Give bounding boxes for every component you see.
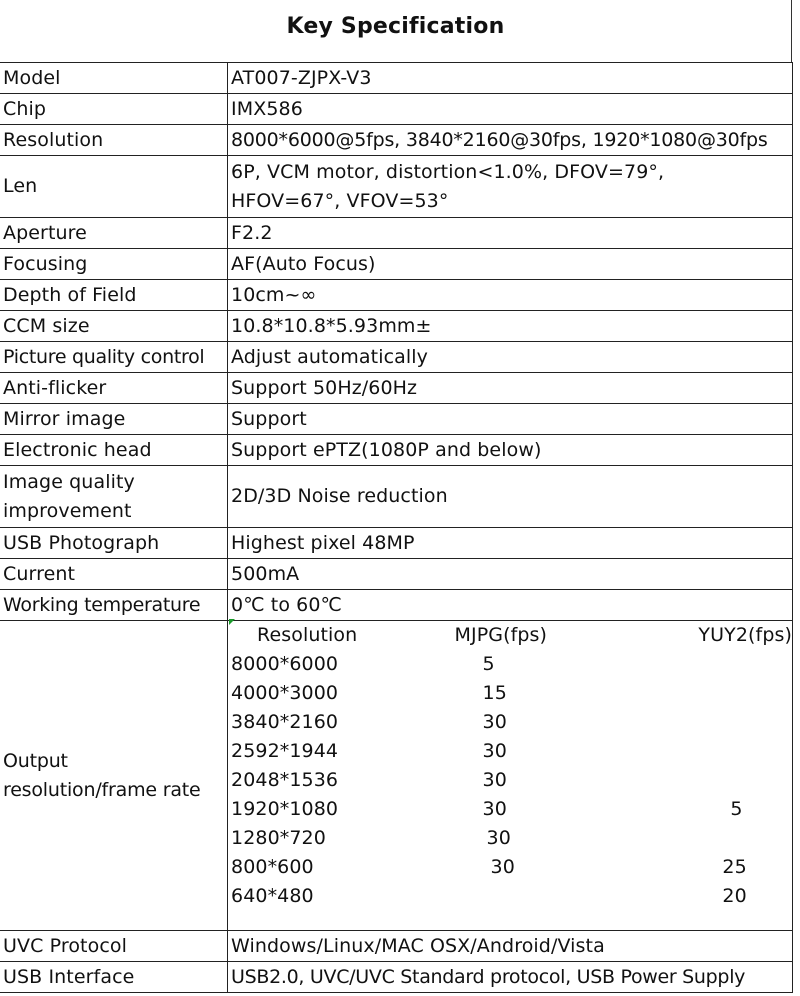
mjpg-cell: 30 [482,711,507,733]
spec-value: 10.8*10.8*5.93mm± [228,311,793,342]
spec-key: Working temperature [0,590,228,621]
spec-value: AT007-ZJPX-V3 [228,63,793,94]
table-row [0,373,793,404]
spec-value: Adjust automatically [228,342,793,373]
yuy2-cell: 5 [730,798,743,820]
spec-key: Mirror image [0,404,228,435]
table-row [0,125,793,156]
resolution-cell: 640*480 [231,885,314,907]
spec-value: IMX586 [228,94,793,125]
frame-rate-row [231,824,792,853]
column-header-yuy2: YUY2(fps) [698,624,792,646]
spec-key: Electronic head [0,435,228,466]
spec-value [228,156,793,218]
frame-rate-row [231,853,792,882]
mjpg-cell: 15 [482,682,507,704]
spec-value: USB2.0, UVC/UVC Standard protocol, USB Power Supply [228,962,793,993]
spec-value: Windows/Linux/MAC OSX/Android/Vista [228,931,793,962]
table-row [0,435,793,466]
spec-key [0,466,228,528]
resolution-cell: 2048*1536 [231,769,339,791]
mjpg-cell: 5 [482,653,495,675]
spec-value: Highest pixel 48MP [228,528,793,559]
yuy2-cell: 25 [722,856,747,878]
spec-key: Aperture [0,218,228,249]
table-row [0,218,793,249]
spec-value: AF(Auto Focus) [228,249,793,280]
table-row [0,621,793,931]
spec-key [0,621,228,931]
frame-rate-cell [228,621,793,931]
frame-rate-row [231,882,792,911]
spec-key: Depth of Field [0,280,228,311]
yuy2-cell [698,708,792,737]
table-row [0,931,793,962]
yuy2-cell: 20 [722,885,747,907]
mjpg-cell: 30 [490,856,515,878]
resolution-cell: 2592*1944 [231,740,339,762]
frame-rate-row [231,737,792,766]
resolution-cell: 3840*2160 [231,711,339,733]
table-row [0,466,793,528]
spec-key: Current [0,559,228,590]
spec-key-line: Output [3,749,68,772]
resolution-cell: 1920*1080 [231,798,339,820]
spec-value: Support [228,404,793,435]
mjpg-cell: 30 [482,769,507,791]
title-cell [0,0,792,62]
mjpg-cell: 30 [486,827,511,849]
column-header-mjpg: MJPG(fps) [454,624,548,646]
spec-value: 8000*6000@5fps, 3840*2160@30fps, 1920*1080@30fps [228,125,793,156]
table-row [0,404,793,435]
mjpg-cell: 30 [482,798,507,820]
table-row [0,249,793,280]
frame-rate-header [231,621,792,650]
spec-key: UVC Protocol [0,931,228,962]
spec-value: 500mA [228,559,793,590]
yuy2-cell [698,737,792,766]
spec-value-line: HFOV=67°, VFOV=53° [231,189,449,212]
cell-comment-marker [229,619,235,625]
spec-key: Resolution [0,125,228,156]
table-row [0,528,793,559]
spec-value: Support ePTZ(1080P and below) [228,435,793,466]
resolution-cell: 4000*3000 [231,682,339,704]
table-row [0,63,793,94]
mjpg-cell: 30 [482,740,507,762]
frame-rate-row [231,650,792,679]
frame-rate-row [231,795,792,824]
yuy2-cell [698,824,792,853]
resolution-cell: 1280*720 [231,827,326,849]
yuy2-cell [698,679,792,708]
frame-rate-row [231,766,792,795]
frame-rate-row [231,679,792,708]
yuy2-cell [698,766,792,795]
table-row [0,962,793,993]
spec-key: Anti-flicker [0,373,228,404]
frame-rate-row [231,708,792,737]
resolution-cell: 8000*6000 [231,653,339,675]
spec-value: Support 50Hz/60Hz [228,373,793,404]
spec-key: Model [0,63,228,94]
table-row [0,94,793,125]
spec-key-line: resolution/frame rate [3,778,201,801]
spec-key: CCM size [0,311,228,342]
spec-key: Chip [0,94,228,125]
spec-key-line: improvement [3,499,132,522]
spec-key: USB Photograph [0,528,228,559]
page-title: Key Specification [286,14,505,39]
spec-key: Len [0,156,228,218]
spec-value: 2D/3D Noise reduction [228,466,793,528]
resolution-cell: 800*600 [231,856,314,878]
column-header-resolution: Resolution [257,624,358,646]
spec-key: Focusing [0,249,228,280]
spec-key-line: Image quality [3,470,135,493]
table-row [0,156,793,218]
spec-value: F2.2 [228,218,793,249]
table-row [0,280,793,311]
table-row [0,311,793,342]
spec-value: 0℃ to 60℃ [228,590,793,621]
spec-value: 10cm~∞ [228,280,793,311]
spec-key: USB Interface [0,962,228,993]
yuy2-cell [698,650,792,679]
spec-key: Picture quality control [0,342,228,373]
table-row [0,342,793,373]
frame-rate-table [231,621,792,911]
spec-value-line: 6P, VCM motor, distortion<1.0%, DFOV=79°, [231,160,665,183]
table-row [0,559,793,590]
spec-table [0,62,793,993]
table-row [0,590,793,621]
mjpg-cell [453,882,699,911]
